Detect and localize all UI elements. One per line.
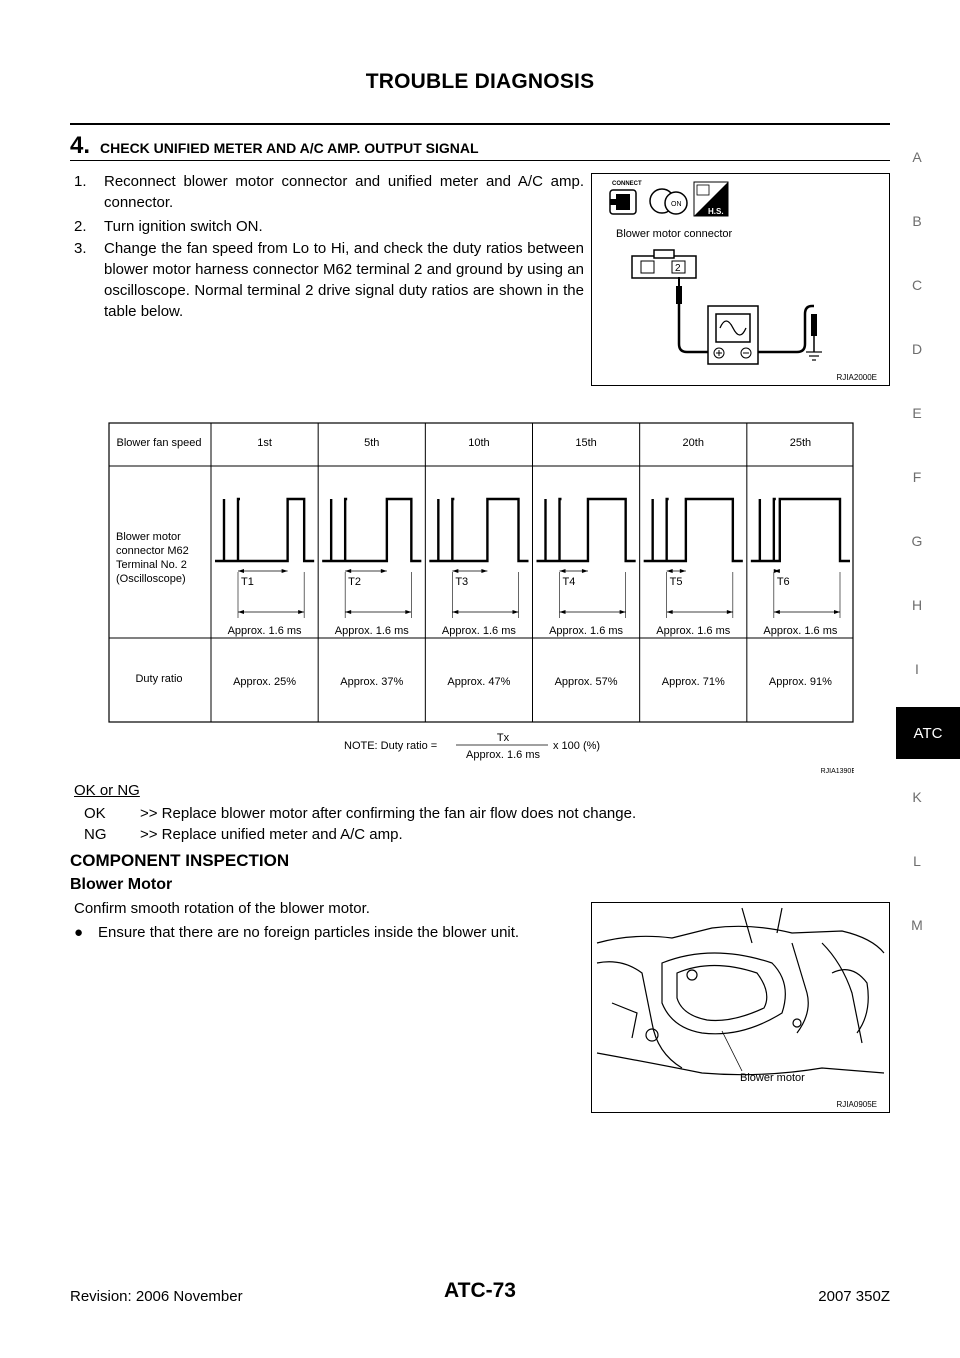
- arrow-head: [560, 569, 566, 573]
- duty-ratio-figure: [108, 422, 854, 775]
- duty-waveform: [215, 499, 314, 561]
- duty-waveform: [322, 499, 421, 561]
- blower-motor-label: Blower motor: [740, 1072, 805, 1084]
- section-title: CHECK UNIFIED METER AND A/C AMP. OUTPUT SIGNAL: [100, 140, 479, 156]
- figure-code: RJIA0905E: [836, 1100, 877, 1109]
- arrow-head: [452, 569, 458, 573]
- duty-waveform: [751, 499, 850, 561]
- period-label: Approx. 1.6 ms: [549, 625, 624, 637]
- ground-icon: [806, 352, 822, 360]
- result-ok: [84, 805, 636, 822]
- duty-ratio-value: Approx. 37%: [340, 676, 404, 688]
- section-tab-l[interactable]: L: [913, 853, 921, 869]
- arrow-head: [282, 569, 288, 573]
- section-heading: [70, 132, 479, 160]
- arrow-head: [834, 610, 840, 614]
- arrow-head: [481, 569, 487, 573]
- duty-ratio-note: [344, 732, 600, 761]
- section-tab-f[interactable]: F: [912, 469, 922, 485]
- connector-label: Blower motor connector: [616, 228, 733, 240]
- duty-waveform: [644, 499, 743, 561]
- arrow-head: [345, 610, 351, 614]
- blower-motor-figure: [591, 902, 890, 1113]
- result-text: >> Replace blower motor after confirming the fan air flow does not change.: [140, 805, 637, 822]
- result-heading: OK or NG: [74, 782, 140, 799]
- period-label: Approx. 1.6 ms: [334, 625, 409, 637]
- component-subheading: Blower Motor: [70, 876, 173, 893]
- figure-code: RJIA2000E: [836, 373, 877, 382]
- note-prefix: NOTE: Duty ratio =: [344, 740, 438, 752]
- result-key: NG: [84, 826, 107, 843]
- table-column: [644, 437, 743, 688]
- arrow-head: [667, 610, 673, 614]
- t-label: T5: [669, 576, 683, 588]
- duty-ratio-table: [108, 422, 854, 775]
- step-text: Turn ignition switch ON.: [104, 218, 263, 235]
- arrow-head: [560, 610, 566, 614]
- section-tab-c[interactable]: C: [911, 277, 923, 293]
- section-tab-a[interactable]: A: [912, 149, 922, 165]
- table-column: [751, 437, 850, 688]
- result-text: >> Replace unified meter and A/C amp.: [140, 826, 403, 843]
- note-suffix: x 100 (%): [553, 740, 601, 752]
- speed-label: 10th: [468, 437, 490, 449]
- blower-motor-connector: [632, 250, 696, 278]
- header-rule: [70, 123, 890, 125]
- section-tab-atc-active[interactable]: ATC: [896, 707, 960, 759]
- bullet-text: Ensure that there are no foreign particles inside the blower unit.: [98, 924, 520, 941]
- table-column: [322, 437, 421, 688]
- section-tab-e[interactable]: E: [912, 405, 922, 421]
- duty-ratio-value: Approx. 47%: [447, 676, 511, 688]
- step-number: 2.: [74, 218, 87, 235]
- arrow-head: [620, 610, 626, 614]
- svg-text:H.S.: H.S.: [708, 207, 724, 216]
- t-label: T6: [776, 576, 790, 588]
- row-label-line: (Oscilloscope): [116, 573, 186, 585]
- step-item: [74, 216, 584, 237]
- footer-model: 2007 350Z: [818, 1288, 890, 1305]
- arrow-head: [727, 610, 733, 614]
- table-column: [537, 437, 636, 688]
- t-label: T2: [348, 576, 362, 588]
- duty-ratio-value: Approx. 71%: [661, 676, 725, 688]
- component-heading: COMPONENT INSPECTION: [70, 851, 290, 870]
- speed-label: 20th: [682, 437, 704, 449]
- arrow-head: [452, 610, 458, 614]
- t-label: T3: [455, 576, 469, 588]
- arrow-head: [238, 569, 244, 573]
- period-label: Approx. 1.6 ms: [227, 625, 302, 637]
- row-label-line: connector M62: [116, 545, 189, 557]
- table-column: [429, 437, 528, 688]
- ignition-on-icon: [650, 189, 687, 214]
- t-label: T4: [562, 576, 576, 588]
- row-label-duty: Duty ratio: [135, 673, 183, 685]
- section-tab-i[interactable]: I: [915, 661, 919, 677]
- duty-ratio-value: Approx. 25%: [233, 676, 297, 688]
- row-label-line: Terminal No. 2: [116, 559, 187, 571]
- connector-test-figure: [591, 173, 890, 386]
- component-bullet: [74, 924, 519, 941]
- step-number: 3.: [74, 240, 87, 257]
- arrow-head: [680, 569, 686, 573]
- table-header-label: Blower fan speed: [116, 437, 202, 449]
- speed-label: 1st: [257, 437, 272, 449]
- footer-revision: Revision: 2006 November: [70, 1288, 243, 1305]
- period-label: Approx. 1.6 ms: [656, 625, 731, 637]
- speed-label: 25th: [789, 437, 812, 449]
- oscilloscope-icon: [708, 306, 758, 364]
- period-label: Approx. 1.6 ms: [441, 625, 516, 637]
- note-denominator: Approx. 1.6 ms: [466, 749, 540, 761]
- section-number: 4.: [70, 132, 91, 159]
- note-numerator: Tx: [496, 732, 510, 744]
- step-number: 1.: [74, 173, 87, 190]
- bullet-icon: ●: [74, 924, 84, 941]
- result-key: OK: [84, 805, 106, 822]
- footer-page-number: ATC-73: [444, 1279, 516, 1302]
- t-label: T1: [241, 576, 254, 588]
- period-label: Approx. 1.6 ms: [763, 625, 838, 637]
- harness-side-icon: [694, 182, 728, 216]
- speed-label: 5th: [364, 437, 380, 449]
- arrow-head: [774, 610, 780, 614]
- arrow-head: [345, 569, 351, 573]
- terminal-number: 2: [675, 263, 681, 274]
- page-header-title: TROUBLE DIAGNOSIS: [365, 70, 595, 93]
- arrow-head: [582, 569, 588, 573]
- section-rule: [70, 160, 890, 161]
- duty-ratio-value: Approx. 57%: [554, 676, 618, 688]
- arrow-head: [298, 610, 304, 614]
- duty-ratio-value: Approx. 91%: [768, 676, 832, 688]
- svg-text:CONNECT: CONNECT: [612, 181, 642, 187]
- step-item: [74, 238, 584, 322]
- section-tab-m[interactable]: M: [911, 917, 923, 933]
- step-text: Change the fan speed from Lo to Hi, and check the duty ratios between blower motor harness connector M62 terminal 2 and ground by using an oscilloscope. Normal terminal 2 drive signal duty ratios are shown in the table below.: [104, 240, 584, 320]
- result-ng: [84, 826, 403, 843]
- figure-code: RJIA1390E: [820, 768, 854, 775]
- duty-waveform: [429, 499, 528, 561]
- duty-waveform: [537, 499, 636, 561]
- arrow-head: [238, 610, 244, 614]
- blower-motor-illustration: [592, 903, 889, 1112]
- step-item: [74, 171, 584, 213]
- step-text: Reconnect blower motor connector and unified meter and A/C amp. connector.: [104, 173, 584, 211]
- row-label-oscilloscope: [116, 531, 189, 585]
- section-tab-h[interactable]: H: [911, 597, 923, 613]
- row-label-line: Blower motor: [116, 531, 181, 543]
- svg-text:ON: ON: [671, 201, 682, 208]
- arrow-head: [381, 569, 387, 573]
- speed-label: 15th: [575, 437, 597, 449]
- section-tab-k[interactable]: K: [912, 789, 922, 805]
- section-tab-d[interactable]: D: [911, 341, 923, 357]
- section-tab-b[interactable]: B: [912, 213, 922, 229]
- table-column: [215, 437, 314, 688]
- connector-test-diagram: [592, 174, 889, 385]
- arrow-head: [405, 610, 411, 614]
- arrow-head: [667, 569, 673, 573]
- connect-icon: [610, 181, 642, 214]
- arrow-head: [513, 610, 519, 614]
- component-instruction: Confirm smooth rotation of the blower motor.: [74, 900, 370, 917]
- section-tab-g[interactable]: G: [911, 533, 923, 549]
